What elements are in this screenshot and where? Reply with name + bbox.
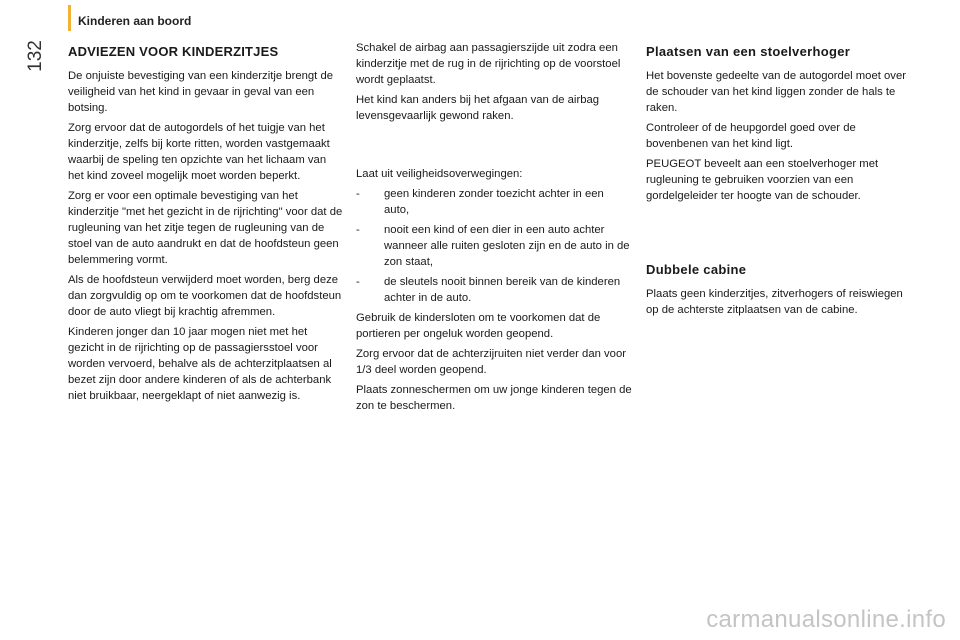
list-item: - de sleutels nooit binnen bereik van de kinderen achter in de auto. [356,274,632,306]
paragraph: Zorg ervoor dat de achterzijruiten niet verder dan voor 1/3 deel worden geopend. [356,348,627,376]
paragraph: Zorg er voor een optimale bevestiging van het kinderzitje "met het gezicht in de rijrichting" voor dat de rugleuning van het zitje tegen de rugleuning van de stoel van de auto aandrukt en dat de hoofdsteun geen belemmering vormt. [68,190,343,266]
paragraph: Het bovenste gedeelte van de autogordel moet over de schouder van het kind liggen zonder de hals te raken. [646,70,907,114]
paragraph: Plaats zonneschermen om uw jonge kinderen tegen de zon te beschermen. [356,384,632,412]
column-left [68,40,344,408]
paragraph: De onjuiste bevestiging van een kinderzitje brengt de veiligheid van het kind in gevaar in geval van een botsing. [68,70,334,114]
paragraph: Controleer of de heupgordel goed over de bovenbenen van het kind ligt. [646,122,856,150]
paragraph: Schakel de airbag aan passagierszijde uit zodra een kinderzitje met de rug in de rijrichting op de voorstoel wordt geplaatst. [356,42,621,86]
heading-double-cab: Dubbele cabine [646,262,747,277]
paragraph: Gebruik de kindersloten om te voorkomen dat de portieren per ongeluk worden geopend. [356,312,601,340]
watermark: carmanualsonline.info [706,606,946,633]
safety-list [356,186,632,306]
section-title: Kinderen aan boord [78,14,192,28]
column-right [646,40,908,322]
list-item: - geen kinderen zonder toezicht achter in een auto, [356,186,632,218]
paragraph: Het kind kan anders bij het afgaan van de airbag levensgevaarlijk gewond raken. [356,94,600,122]
header-accent-bar [68,5,71,31]
paragraph: Zorg ervoor dat de autogordels of het tuigje van het kinderzitje, zelfs bij korte ritten, worden vastgemaakt waarbij de speling ten opzichte van het lichaam van het kind zoveel mogelijk moet worden beperkt. [68,122,330,182]
heading-advice: ADVIEZEN VOOR KINDERZITJES [68,44,279,59]
paragraph: Als de hoofdsteun verwijderd moet worden, berg deze dan zorgvuldig op om te voorkomen dat de hoofdsteun door de auto vliegt bij krachtig afremmen. [68,274,342,318]
page-number: 132 [25,40,46,72]
paragraph: Kinderen jonger dan 10 jaar mogen niet met het gezicht in de rijrichting op de passagiersstoel voor worden vervoerd, behalve als de achterzitplaatsen al bezet zijn door andere kinderen of als de achterbank niet bruikbaar, neergeklapt of niet aanwezig is. [68,326,332,402]
paragraph: PEUGEOT beveelt aan een stoelverhoger met rugleuning te gebruiken voorzien van een gordelgeleider ter hoogte van de schouder. [646,158,879,202]
paragraph: Plaats geen kinderzitjes, zitverhogers of reiswiegen op de achterste zitplaatsen van de cabine. [646,288,903,316]
list-intro: Laat uit veiligheidsoverwegingen: [356,168,523,180]
column-middle [356,40,632,418]
heading-booster-seat: Plaatsen van een stoelverhoger [646,44,851,59]
list-item: - nooit een kind of een dier in een auto achter wanneer alle ruiten gesloten zijn en de auto in de zon staat, [356,222,632,270]
